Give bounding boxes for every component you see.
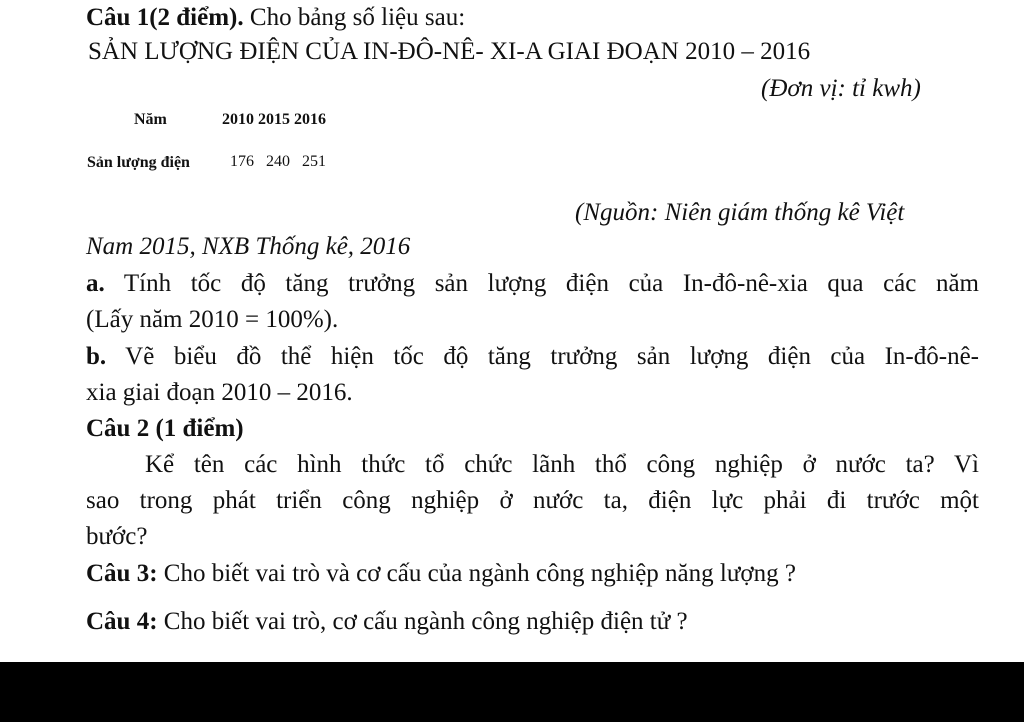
question-1a-line-2: (Lấy năm 2010 = 100%).: [86, 306, 339, 333]
question-2-line-3: bước?: [86, 523, 148, 550]
question-1-heading: [86, 3, 465, 33]
question-4-label: Câu 4:: [86, 608, 158, 635]
table-title: SẢN LƯỢNG ĐIỆN CỦA IN-ĐÔ-NÊ- XI-A GIAI ĐOẠN 2010 – 2016: [88, 38, 811, 65]
question-1a-text: Tính tốc độ tăng trưởng sản lượng điện của In-đô-nê-xia qua các năm: [104, 270, 979, 297]
bottom-black-bar: [0, 662, 1024, 722]
source-line-1: (Nguồn: Niên giám thống kê Việt: [575, 199, 905, 226]
question-1-intro: Cho bảng số liệu sau:: [243, 4, 466, 31]
unit-label: (Đơn vị: tỉ kwh): [761, 75, 921, 102]
question-1a-line-1: [86, 269, 979, 299]
question-1-label: Câu 1(2 điểm).: [86, 4, 244, 31]
table-years: 2010 2015 2016: [222, 111, 326, 128]
question-2-line-1: Kể tên các hình thức tổ chức lãnh thổ công nghiệp ở nước ta? Vì: [145, 451, 979, 478]
table-values: 176 240 251: [230, 153, 326, 170]
question-3: [86, 559, 796, 589]
question-2-line-2: sao trong phát triển công nghiệp ở nước ta, điện lực phải đi trước một: [86, 487, 979, 514]
question-3-label: Câu 3:: [86, 560, 158, 587]
question-4: [86, 607, 688, 637]
question-1b-label: b.: [86, 343, 107, 370]
table-output-label: Sản lượng điện: [87, 154, 190, 171]
question-1a-label: a.: [86, 270, 105, 297]
question-2-heading: Câu 2 (1 điểm): [86, 415, 244, 442]
question-1b-line-1: [86, 342, 979, 372]
source-line-2: Nam 2015, NXB Thống kê, 2016: [86, 233, 411, 260]
question-1b-text: Vẽ biểu đồ thể hiện tốc độ tăng trưởng sản lượng điện của In-đô-nê-: [106, 343, 979, 370]
question-4-text: Cho biết vai trò, cơ cấu ngành công nghiệp điện tử ?: [157, 608, 688, 635]
question-3-text: Cho biết vai trò và cơ cấu của ngành công nghiệp năng lượng ?: [157, 560, 796, 587]
question-1b-line-2: xia giai đoạn 2010 – 2016.: [86, 379, 353, 406]
table-year-label: Năm: [134, 111, 167, 128]
